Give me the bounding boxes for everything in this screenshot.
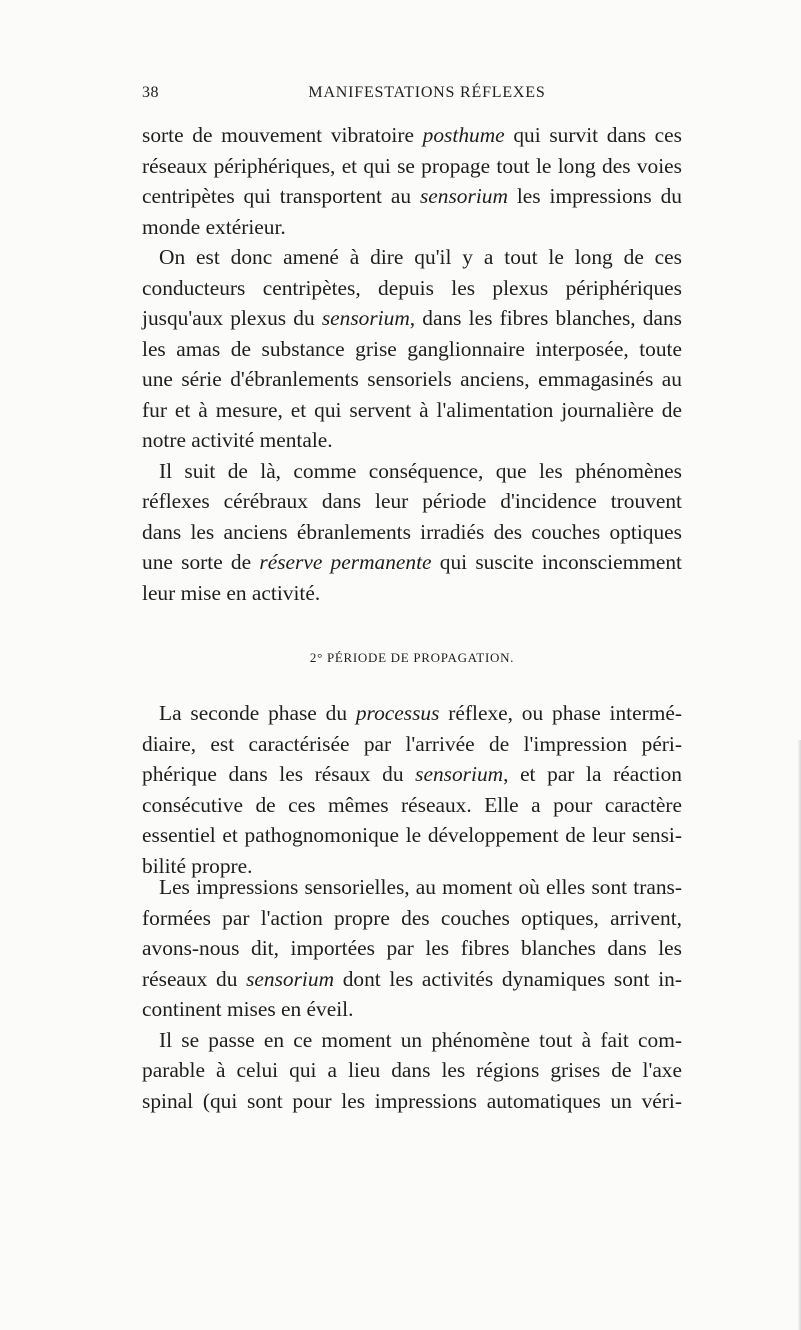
text-block-lower bbox=[142, 872, 682, 1116]
text-line: réseaux du sensorium dont les activités dynamiques sont in- bbox=[142, 966, 682, 991]
paragraph-3 bbox=[142, 456, 682, 609]
text-line: centripètes qui transportent au sensorium les impressions du bbox=[142, 184, 682, 208]
text-line: parable à celui qui a lieu dans les régions grises de l'axe bbox=[142, 1058, 682, 1082]
text-line: formées par l'action propre des couches optiques, arrivent, bbox=[142, 905, 682, 930]
paragraph-6 bbox=[142, 1025, 682, 1117]
paragraph-2 bbox=[142, 242, 682, 456]
page-edge-shadow bbox=[797, 740, 801, 1330]
text-line: diaire, est caractérisée par l'arrivée de l'impression péri- bbox=[142, 731, 682, 756]
text-line: La seconde phase du processus réflexe, ou phase intermé- bbox=[159, 701, 682, 725]
page-number: 38 bbox=[142, 84, 159, 101]
text-block-upper bbox=[142, 120, 682, 608]
text-line: spinal (qui sont pour les impressions automatiques un véri- bbox=[142, 1088, 682, 1113]
page-header bbox=[142, 84, 682, 110]
text-line: Les impressions sensorielles, au moment où elles sont trans- bbox=[159, 875, 682, 899]
text-line: une sorte de réserve permanente qui suscite inconsciemment bbox=[142, 550, 682, 574]
text-line: Il se passe en ce moment un phénomène tout à fait com- bbox=[159, 1027, 682, 1052]
text-line: consécutive de ces mêmes réseaux. Elle a pour caractère bbox=[142, 792, 682, 817]
paragraph-5 bbox=[142, 872, 682, 1025]
paragraph-4 bbox=[142, 698, 682, 881]
text-line: une série d'ébranlements sensoriels anciens, emmagasinés au bbox=[142, 367, 682, 391]
text-block-middle bbox=[142, 698, 682, 881]
running-title: MANIFESTATIONS RÉFLEXES bbox=[308, 84, 546, 101]
text-line: dans les anciens ébranlements irradiés des couches optiques bbox=[142, 519, 682, 544]
text-line: Il suit de là, comme conséquence, que les phénomènes bbox=[159, 458, 682, 483]
text-line: avons-nous dit, importées par les fibres blanches dans les bbox=[142, 936, 682, 960]
text-line: fur et à mesure, et qui servent à l'alimentation journalière de bbox=[142, 397, 682, 422]
text-line: leur mise en activité. bbox=[142, 580, 321, 605]
text-line: monde extérieur. bbox=[142, 214, 286, 239]
text-line: réflexes cérébraux dans leur période d'incidence trouvent bbox=[142, 489, 682, 513]
text-line: conducteurs centripètes, depuis les plexus périphériques bbox=[142, 275, 682, 300]
text-line: sorte de mouvement vibratoire posthume qui survit dans ces bbox=[142, 123, 682, 147]
paragraph-1 bbox=[142, 120, 682, 242]
section-heading: 2° PÉRIODE DE PROPAGATION. bbox=[309, 650, 515, 665]
text-line: notre activité mentale. bbox=[142, 428, 333, 452]
text-line: les amas de substance grise ganglionnaire interposée, toute bbox=[142, 336, 682, 361]
text-line: On est donc amené à dire qu'il y a tout le long de ces bbox=[159, 245, 682, 269]
text-line: jusqu'aux plexus du sensorium, dans les fibres blanches, dans bbox=[142, 306, 683, 330]
text-line: continent mises en éveil. bbox=[142, 997, 354, 1021]
text-line: phérique dans les résaux du sensorium, et par la réaction bbox=[142, 762, 682, 786]
text-line: réseaux périphériques, et qui se propage tout le long des voies bbox=[142, 153, 682, 178]
text-line: essentiel et pathognomonique le développement de leur sensi- bbox=[142, 823, 682, 847]
text-line: bilité propre. bbox=[142, 853, 253, 878]
